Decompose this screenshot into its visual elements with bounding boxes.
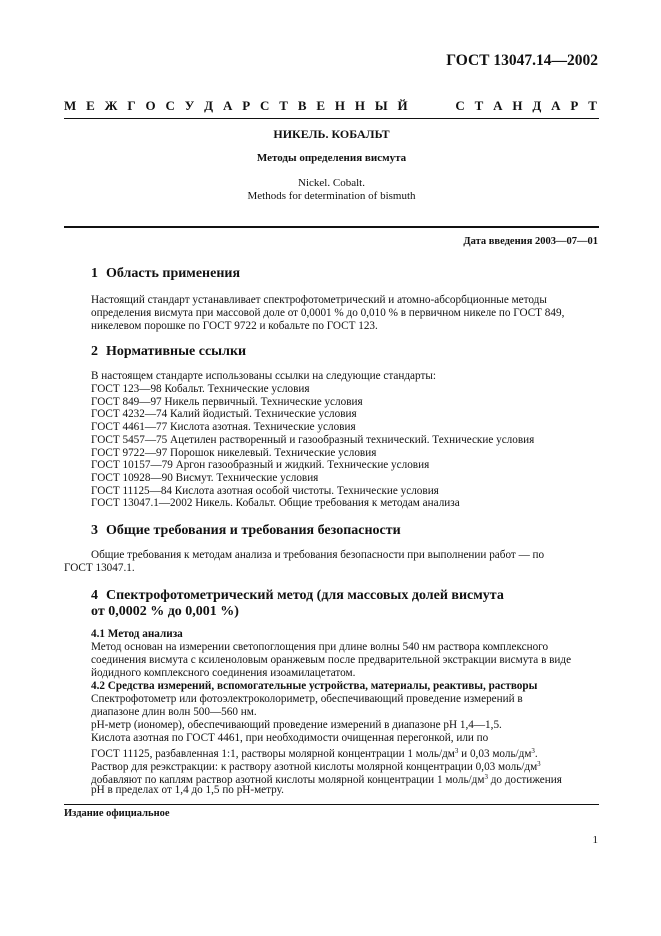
- section-2-heading: [91, 344, 246, 360]
- heading-letter: Н: [512, 98, 523, 113]
- paragraph-line: рН в пределах от 1,4 до 1,5 по рН-метру.: [91, 784, 284, 796]
- paragraph-line: диапазоне длин волн 500—560 нм.: [91, 706, 257, 718]
- introduction-date: Дата введения 2003—07—01: [463, 236, 598, 247]
- section-1-line: определения висмута при массовой доле от 0,0001 % до 0,010 % в первичном никеле по ГОСТ 849,: [91, 307, 565, 319]
- reference-item: ГОСТ 123—98 Кобальт. Технические условия: [91, 383, 310, 395]
- heading-letter: Р: [242, 98, 251, 113]
- section-number: 2: [91, 344, 98, 359]
- word-gap: [417, 98, 445, 114]
- heading-letter: Н: [354, 98, 365, 113]
- paragraph-line: Кислота азотная по ГОСТ 4461, при необходимости очищенная перегонкой, или по: [91, 732, 489, 744]
- section-title: Нормативные ссылки: [106, 344, 247, 359]
- english-title-line2: Methods for determination of bismuth: [247, 190, 416, 202]
- heading-letter: М: [64, 98, 77, 113]
- document-title: НИКЕЛЬ. КОБАЛЬТ: [273, 127, 390, 141]
- heading-letter: У: [184, 98, 195, 113]
- text-segment: .: [534, 748, 538, 760]
- heading-letter: Т: [474, 98, 484, 113]
- section-number: 1: [91, 266, 98, 281]
- section-1-line: Настоящий стандарт устанавливает спектрофотометрический и атомно-абсорбционные методы: [91, 294, 547, 306]
- text-segment: добавляют по каплям раствор азотной кислоты молярной концентрации 1 моль/дм: [91, 774, 485, 786]
- superscript: 3: [454, 747, 459, 755]
- heading-letter: Е: [316, 98, 326, 113]
- page-number: 1: [592, 834, 598, 846]
- heading-letter: О: [145, 98, 156, 113]
- reference-item: ГОСТ 5457—75 Ацетилен растворенный и газообразный технический. Технические условия: [91, 433, 535, 446]
- title-divider: [64, 226, 599, 228]
- english-title-line1: Nickel. Cobalt.: [298, 177, 365, 189]
- reference-item: ГОСТ 849—97 Никель первичный. Технические условия: [91, 395, 363, 408]
- standard-type-heading: [64, 98, 597, 114]
- section-title: Общие требования и требования безопасности: [106, 523, 401, 538]
- subsection-4-1-line: Метод основан на измерении светопоглощения при длине волны 540 нм раствора комплексного: [91, 641, 549, 653]
- references-list: [91, 383, 534, 510]
- heading-letter: А: [493, 98, 503, 113]
- reference-item: ГОСТ 10928—90 Висмут. Технические условия: [91, 471, 319, 484]
- heading-letter: В: [297, 98, 307, 113]
- heading-letter: А: [222, 98, 233, 113]
- heading-letter: Т: [279, 98, 288, 113]
- heading-letter: Д: [204, 98, 214, 113]
- section-title: Спектрофотометрический метод (для массовых долей висмута: [106, 588, 504, 603]
- top-divider: [64, 118, 599, 119]
- section-title: Область применения: [106, 266, 241, 281]
- subsection-4-1-line: соединения висмута с ксиленоловым оранжевым после предварительной экстракции висмута в виде: [91, 654, 572, 666]
- text-segment: и 0,03 моль/дм: [458, 748, 532, 760]
- heading-letter: Т: [588, 98, 597, 113]
- heading-letter: С: [260, 98, 270, 113]
- heading-letter: Г: [127, 98, 136, 113]
- heading-letter: Н: [334, 98, 346, 113]
- heading-letter: Е: [86, 98, 95, 113]
- edition-label: Издание официальное: [64, 808, 170, 819]
- heading-letter: А: [551, 98, 561, 113]
- document-subtitle: Методы определения висмута: [256, 152, 407, 164]
- heading-letter: С: [455, 98, 465, 113]
- superscript: 3: [484, 773, 488, 781]
- text-segment: ГОСТ 11125, разбавленная 1:1, растворы молярной концентрации 1 моль/дм: [91, 748, 455, 760]
- section-3-heading: [91, 523, 401, 539]
- subsection-4-1-title: 4.1 Метод анализа: [91, 628, 183, 640]
- section-1-heading: [91, 266, 240, 282]
- text-segment: Раствор для реэкстракции: к раствору азотной кислоты молярной концентрации 0,03 моль/дм: [91, 761, 538, 773]
- section-1-line: никелевом порошке по ГОСТ 9722 и кобальте по ГОСТ 123.: [91, 320, 378, 332]
- heading-letter: Р: [570, 98, 579, 113]
- paragraph-line: рН-метр (иономер), обеспечивающий проведение измерений в диапазоне рН 1,4—1,5.: [91, 719, 502, 731]
- section-number: 3: [91, 523, 98, 538]
- reference-item: ГОСТ 10157—79 Аргон газообразный и жидкий. Технические условия: [91, 459, 430, 472]
- heading-letter: Ы: [374, 98, 388, 113]
- heading-letter: Д: [532, 98, 542, 113]
- superscript: 3: [537, 760, 541, 768]
- heading-letter: Ж: [104, 98, 118, 113]
- references-intro: В настоящем стандарте использованы ссылки на следующие стандарты:: [91, 370, 436, 382]
- superscript: 3: [531, 747, 535, 755]
- text-segment: до достижения: [487, 774, 562, 786]
- paragraph-line: Спектрофотометр или фотоэлектроколориметр, обеспечивающий проведение измерений в: [91, 693, 523, 705]
- section-3-line: Общие требования к методам анализа и требования безопасности при выполнении работ — по: [91, 549, 545, 561]
- reference-item: ГОСТ 13047.1—2002 Никель. Кобальт. Общие требования к методам анализа: [91, 497, 460, 510]
- heading-letter: С: [165, 98, 175, 113]
- footer-divider: [64, 804, 599, 805]
- subsection-4-1-line: йодидного комплексного соединения изоамилацетатом.: [91, 667, 356, 679]
- section-4-heading: [91, 588, 504, 604]
- subsection-4-2-title: 4.2 Средства измерений, вспомогательные устройства, материалы, реактивы, растворы: [91, 680, 538, 692]
- reference-item: ГОСТ 11125—84 Кислота азотная особой чистоты. Технические условия: [91, 484, 439, 497]
- gost-code: ГОСТ 13047.14—2002: [446, 52, 598, 69]
- heading-letter: Й: [397, 98, 408, 113]
- reference-item: ГОСТ 9722—97 Порошок никелевый. Технические условия: [91, 446, 377, 459]
- reference-item: ГОСТ 4461—77 Кислота азотная. Технические условия: [91, 421, 356, 434]
- section-4-heading-cont: от 0,0002 % до 0,001 %): [91, 604, 239, 619]
- reference-item: ГОСТ 4232—74 Калий йодистый. Технические условия: [91, 408, 357, 421]
- section-number: 4: [91, 588, 98, 603]
- section-3-line: ГОСТ 13047.1.: [64, 562, 135, 574]
